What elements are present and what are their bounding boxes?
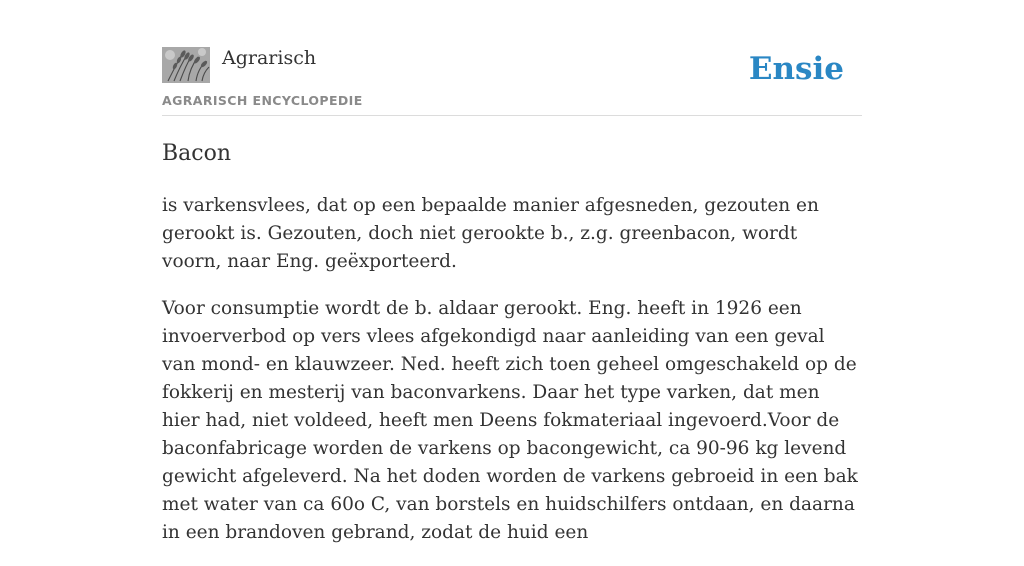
source-name[interactable]: Agrarisch — [222, 47, 317, 69]
header — [162, 0, 862, 116]
brand-logo-link[interactable]: Ensie — [748, 51, 844, 87]
article-paragraph: Voor consumptie wordt de b. aldaar gerookt. Eng. heeft in 1926 een invoerverbod op vers vlees afgekondigd naar aanleiding van een geval van mond- en klauwzeer. Ned. heeft zich toen geheel omgeschakeld op de fokkerij en mesterij van baconvarkens. Daar het type varken, dat men hier had, niet voldeed, heeft men Deens fokmateriaal ingevoerd.Voor de baconfabricage worden de varkens op bacongewicht, ca 90-96 kg levend gewicht afgeleverd. Na het doden worden de varkens gebroeid in een bak met water van ca 60o C, van borstels en huidschilfers ontdaan, en daarna in een brandoven gebrand, zodat de huid een — [162, 298, 858, 543]
wheat-logo-icon[interactable] — [162, 47, 210, 83]
article-body — [162, 192, 862, 566]
source-subtitle: AGRARISCH ENCYCLOPEDIE — [162, 93, 363, 108]
page — [162, 0, 862, 543]
article-paragraph: is varkensvlees, dat op een bepaalde manier afgesneden, gezouten en gerookt is. Gezouten, doch niet gerookte b., z.g. greenbacon, wordt voorn, naar Eng. geëxporteerd. — [162, 195, 819, 272]
article-title: Bacon — [162, 141, 232, 166]
